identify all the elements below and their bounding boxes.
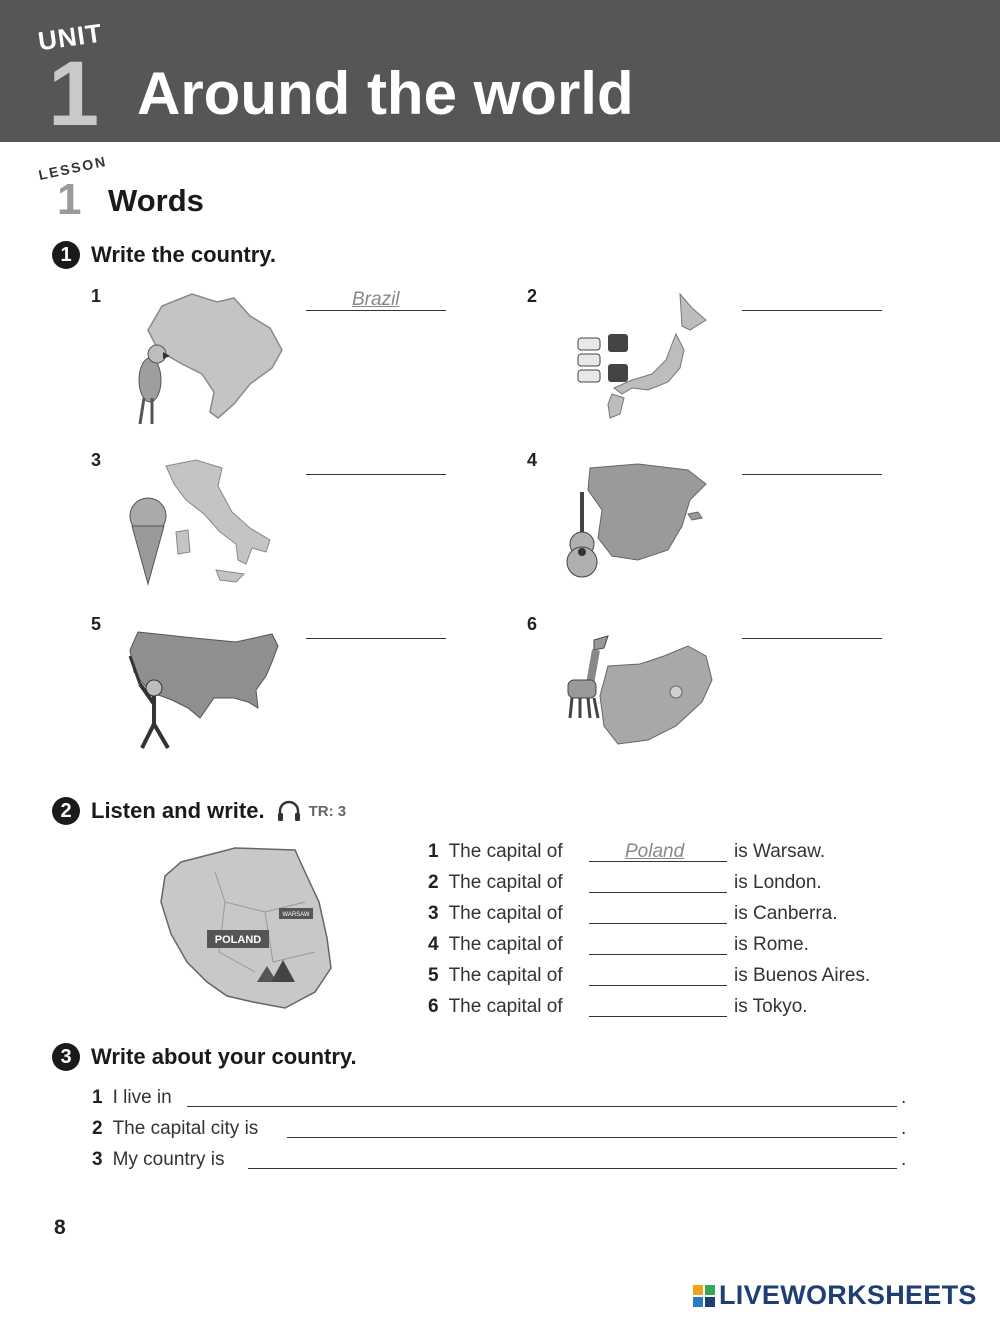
ex2-end-text: is Buenos Aires.: [734, 965, 871, 986]
ex2-answer-line[interactable]: [589, 992, 727, 1017]
ex2-answer-line[interactable]: [589, 961, 727, 986]
unit-number: 1: [48, 43, 100, 145]
liveworksheets-logo-text: LIVEWORKSHEETS: [719, 1280, 977, 1310]
exercise-2-heading: [52, 797, 346, 825]
liveworksheets-logo[interactable]: [692, 1280, 977, 1311]
exercise-3-instruction: Write about your country.: [91, 1044, 357, 1069]
ex3-answer-line[interactable]: [187, 1082, 897, 1107]
ex1-item-number: 6: [527, 614, 538, 634]
ex3-period: .: [901, 1087, 907, 1108]
ex2-lead-text: The capital of: [448, 872, 563, 893]
ex2-item-number: 4: [428, 934, 439, 955]
ex2-sentence: [428, 996, 563, 1018]
ex2-end-text: is Canberra.: [734, 903, 838, 924]
ice-cream-icon: [130, 498, 166, 584]
exercise-1-instruction: Write the country.: [91, 242, 276, 267]
ex1-item-number: 2: [527, 286, 538, 306]
ex2-sentence: [428, 965, 563, 987]
ex3-prompt-text: My country is: [112, 1149, 225, 1170]
ex3-prompt-text: The capital city is: [112, 1118, 259, 1139]
brazil-map-icon: [122, 288, 287, 428]
ex2-end-text: is London.: [734, 872, 822, 893]
unit-banner: [0, 0, 1000, 145]
ex2-item-number: 6: [428, 996, 439, 1017]
ex3-answer-line[interactable]: [287, 1113, 897, 1138]
ex3-sentence: [92, 1149, 225, 1171]
page-number: 8: [54, 1216, 66, 1239]
usa-map-icon: [124, 628, 286, 754]
ex3-answer-line[interactable]: [248, 1144, 897, 1169]
exercise-2-instruction: Listen and write.: [91, 798, 265, 823]
parrot-icon: [139, 345, 170, 424]
lesson-title: Words: [108, 183, 204, 218]
ex1-item-number: 3: [91, 450, 102, 470]
ex2-lead-text: The capital of: [448, 934, 563, 955]
ex3-period: .: [901, 1118, 907, 1139]
audio-track-label: TR: 3: [308, 802, 347, 820]
lesson-label: LESSON: [37, 152, 109, 184]
ex2-answer-line[interactable]: [589, 899, 727, 924]
ex1-answer-line[interactable]: [742, 286, 882, 311]
ex1-item-number: 5: [91, 614, 102, 634]
ex3-sentence: [92, 1087, 172, 1109]
exercise-2-number: 2: [52, 797, 80, 825]
ex2-answer-line[interactable]: [589, 930, 727, 955]
ex2-item-number: 2: [428, 872, 439, 893]
ex3-period: .: [901, 1149, 907, 1170]
sushi-icon: [578, 334, 628, 382]
ex2-lead-text: The capital of: [448, 903, 563, 924]
south-africa-map-icon: [560, 634, 720, 750]
liveworksheets-logo-icon: [692, 1284, 716, 1308]
ex2-lead-text: The capital of: [448, 996, 563, 1017]
ex2-item-number: 3: [428, 903, 439, 924]
ex3-item-number: 2: [92, 1118, 103, 1139]
ex3-item-number: 1: [92, 1087, 103, 1108]
japan-map-icon: [572, 290, 717, 425]
ex1-answer-line[interactable]: [306, 614, 446, 639]
exercise-1-number: 1: [52, 241, 80, 269]
poland-map-label: POLAND: [214, 934, 262, 946]
unit-title: Around the world: [137, 60, 634, 127]
ex2-answer-line[interactable]: [589, 868, 727, 893]
lesson-number: 1: [57, 175, 82, 224]
ex2-lead-text: The capital of: [448, 841, 563, 862]
spain-map-icon: [558, 460, 720, 580]
warsaw-map-label: WARSAW: [282, 912, 310, 918]
poland-map: [155, 842, 340, 1014]
ex3-sentence: [92, 1118, 258, 1140]
ex2-sentence: [428, 841, 563, 863]
ex2-end-text: is Rome.: [734, 934, 809, 955]
ex2-lead-text: The capital of: [448, 965, 563, 986]
ex1-item-number: 4: [527, 450, 538, 470]
italy-map-icon: [122, 456, 287, 591]
ex3-item-number: 3: [92, 1149, 103, 1170]
unit-label: UNIT: [36, 17, 105, 57]
ex2-sentence: [428, 934, 563, 956]
guitar-icon: [567, 492, 597, 577]
ex1-item-number: 1: [91, 286, 102, 306]
ex1-answer-line[interactable]: [742, 614, 882, 639]
ex1-answer-line[interactable]: [306, 450, 446, 475]
exercise-3-heading: [52, 1043, 357, 1071]
headphones-icon: [277, 800, 301, 822]
ex1-answer-line[interactable]: [742, 450, 882, 475]
exercise-1-heading: [52, 241, 276, 269]
ex2-item-number: 5: [428, 965, 439, 986]
ex2-end-text: is Tokyo.: [734, 996, 808, 1017]
ex2-example-answer: Poland: [625, 841, 685, 862]
ex2-sentence: [428, 903, 563, 925]
ex1-example-answer: Brazil: [352, 289, 400, 310]
ex3-prompt-text: I live in: [112, 1087, 172, 1108]
ex2-end-text: is Warsaw.: [734, 841, 826, 862]
ex2-item-number: 1: [428, 841, 439, 862]
exercise-3-number: 3: [52, 1043, 80, 1071]
ex2-sentence: [428, 872, 563, 894]
